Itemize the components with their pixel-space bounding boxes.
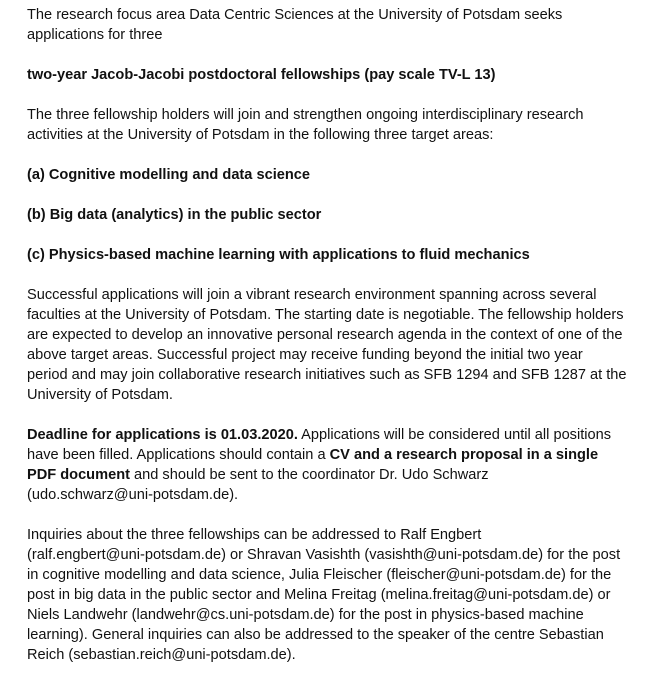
target-area-b: (b) Big data (analytics) in the public sector <box>27 207 322 223</box>
coordinator-email: (udo.schwarz@uni-potsdam.de). <box>27 487 239 503</box>
inquiries-line: in cognitive modelling and data science, Julia Fleischer (fleischer@uni-potsdam.de) for the <box>27 567 612 583</box>
description-line: faculties at the University of Potsdam. The starting date is negotiable. The fellowship holders <box>27 307 624 323</box>
deadline-text: and should be sent to the coordinator Dr. Udo Schwarz <box>129 467 489 483</box>
deadline-text: have been filled. Applications should contain a <box>27 447 330 463</box>
description-line: period and may join collaborative research initiatives such as SFB 1294 and SFB 1287 at the <box>27 367 627 383</box>
inquiries-line: post in big data in the public sector and Melina Freitag (melina.freitag@uni-potsdam.de) or <box>27 587 611 603</box>
inquiries-line: Reich (sebastian.reich@uni-potsdam.de). <box>27 647 296 663</box>
deadline-lead: Deadline for applications is 01.03.2020. <box>27 427 298 443</box>
inquiries-line: Niels Landwehr (landwehr@cs.uni-potsdam.de) for the post in physics-based machine <box>27 607 584 623</box>
cv-requirement: CV and a research proposal in a single <box>329 447 599 463</box>
target-intro-line: activities at the University of Potsdam in the following three target areas: <box>27 127 494 143</box>
inquiries-line: learning). General inquiries can also be addressed to the speaker of the centre Sebastian <box>27 627 604 643</box>
inquiries-paragraph <box>27 525 647 665</box>
fellowship-heading: two-year Jacob-Jacobi postdoctoral fellowships (pay scale TV-L 13) <box>27 67 496 83</box>
description-line: Successful applications will join a vibrant research environment spanning across several <box>27 287 597 303</box>
description-paragraph <box>27 285 647 405</box>
description-line: University of Potsdam. <box>27 387 173 403</box>
inquiries-line: Inquiries about the three fellowships can be addressed to Ralf Engbert <box>27 527 482 543</box>
intro-line: The research focus area Data Centric Sciences at the University of Potsdam seeks <box>27 7 563 23</box>
deadline-paragraph <box>27 425 647 505</box>
deadline-text: Applications will be considered until all positions <box>297 427 612 443</box>
description-line: are expected to develop an innovative personal research agenda in the context of one of the <box>27 327 623 343</box>
cv-requirement: PDF document <box>27 467 130 483</box>
target-areas-intro <box>27 105 647 145</box>
target-area-a: (a) Cognitive modelling and data science <box>27 167 311 183</box>
intro-paragraph <box>27 5 647 45</box>
description-line: above target areas. Successful project may receive funding beyond the initial two year <box>27 347 583 363</box>
inquiries-line: (ralf.engbert@uni-potsdam.de) or Shravan Vasishth (vasishth@uni-potsdam.de) for the post <box>27 547 621 563</box>
intro-line: applications for three <box>27 27 163 43</box>
target-intro-line: The three fellowship holders will join and strengthen ongoing interdisciplinary research <box>27 107 584 123</box>
target-area-c: (c) Physics-based machine learning with applications to fluid mechanics <box>27 247 530 263</box>
document-body <box>27 5 647 665</box>
